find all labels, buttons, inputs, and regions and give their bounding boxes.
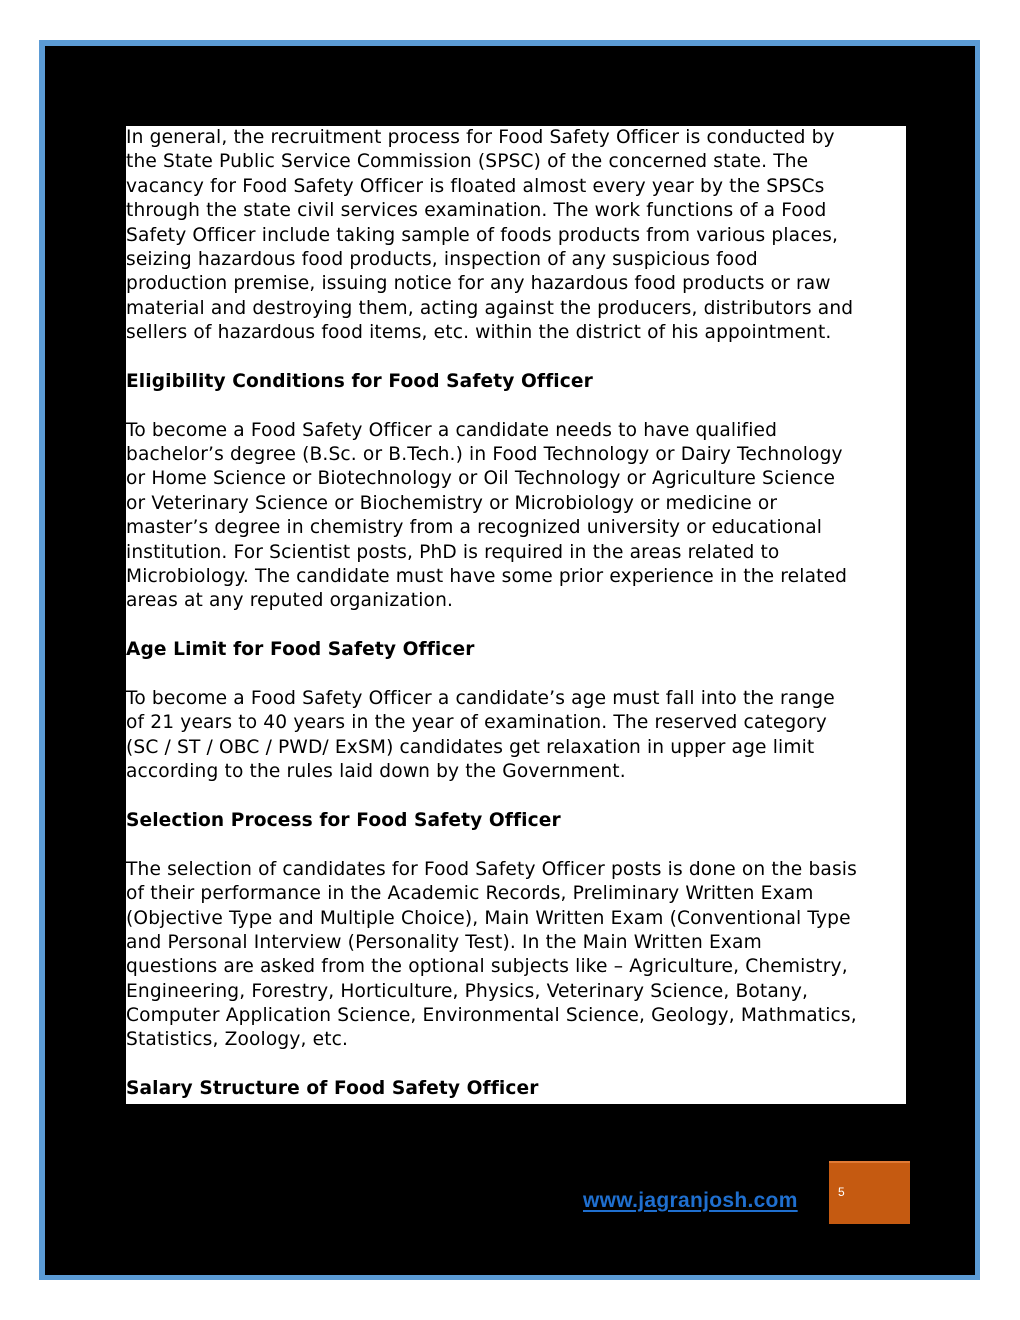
text-line: the State Public Service Commission (SPSC) of the concerned state. The: [126, 151, 809, 173]
paragraph-eligibility: [126, 419, 926, 614]
paragraph-age-limit: [126, 687, 926, 785]
text-line: areas at any reputed organization.: [126, 590, 454, 612]
heading-salary-structure: Salary Structure of Food Safety Officer: [126, 1078, 539, 1100]
page-number-badge: [829, 1161, 910, 1224]
spacer: [126, 394, 926, 418]
text-line: In general, the recruitment process for Food Safety Officer is conducted by: [126, 127, 835, 148]
text-line: questions are asked from the optional subjects like – Agriculture, Chemistry,: [126, 956, 848, 978]
text-line: according to the rules laid down by the Government.: [126, 761, 626, 783]
spacer: [126, 833, 926, 857]
text-line: Engineering, Forestry, Horticulture, Physics, Veterinary Science, Botany,: [126, 980, 809, 1002]
text-line: of 21 years to 40 years in the year of examination. The reserved category: [126, 712, 827, 734]
text-line: Safety Officer include taking sample of foods products from various places,: [126, 224, 839, 246]
text-line: and Personal Interview (Personality Test). In the Main Written Exam: [126, 931, 762, 953]
spacer: [126, 785, 926, 809]
text-line: institution. For Scientist posts, PhD is required in the areas related to: [126, 541, 780, 563]
text-line: master’s degree in chemistry from a recognized university or educational: [126, 517, 823, 539]
text-line: To become a Food Safety Officer a candidate needs to have qualified: [126, 419, 778, 441]
text-line: Computer Application Science, Environmental Science, Geology, Mathmatics,: [126, 1005, 857, 1027]
spacer: [126, 346, 926, 370]
text-line: To become a Food Safety Officer a candidate’s age must fall into the range: [126, 687, 835, 709]
text-line: or Home Science or Biotechnology or Oil Technology or Agriculture Science: [126, 468, 836, 490]
text-line: bachelor’s degree (B.Sc. or B.Tech.) in Food Technology or Dairy Technology: [126, 444, 843, 466]
text-line: sellers of hazardous food items, etc. within the district of his appointment.: [126, 322, 832, 344]
text-line: through the state civil services examination. The work functions of a Food: [126, 200, 827, 222]
heading-age-limit: Age Limit for Food Safety Officer: [126, 639, 475, 661]
page-background: [45, 46, 975, 1275]
text-line: Microbiology. The candidate must have some prior experience in the related: [126, 566, 848, 588]
text-line: The selection of candidates for Food Safety Officer posts is done on the basis: [126, 858, 857, 880]
heading-eligibility: Eligibility Conditions for Food Safety Officer: [126, 370, 593, 392]
text-line: or Veterinary Science or Biochemistry or Microbiology or medicine or: [126, 492, 778, 514]
paragraph-intro: [126, 126, 926, 346]
spacer: [126, 663, 926, 687]
page-frame: [39, 40, 980, 1280]
paragraph-selection-process: [126, 858, 926, 1053]
text-line: seizing hazardous food products, inspection of any suspicious food: [126, 248, 758, 270]
text-line: material and destroying them, acting against the producers, distributors and: [126, 297, 854, 319]
text-line: Statistics, Zoology, etc.: [126, 1029, 349, 1051]
document-text: [126, 126, 926, 1102]
spacer: [126, 614, 926, 638]
content-box: [126, 126, 906, 1104]
text-line: vacancy for Food Safety Officer is floated almost every year by the SPSCs: [126, 175, 825, 197]
text-line: (SC / ST / OBC / PWD/ ExSM) candidates get relaxation in upper age limit: [126, 736, 815, 758]
text-line: of their performance in the Academic Records, Preliminary Written Exam: [126, 883, 814, 905]
website-link[interactable]: www.jagranjosh.com: [583, 1189, 798, 1212]
spacer: [126, 1053, 926, 1077]
text-line: (Objective Type and Multiple Choice), Main Written Exam (Conventional Type: [126, 907, 851, 929]
heading-selection-process: Selection Process for Food Safety Officer: [126, 809, 561, 831]
text-line: production premise, issuing notice for any hazardous food products or raw: [126, 273, 831, 295]
page-number: 5: [838, 1185, 845, 1199]
